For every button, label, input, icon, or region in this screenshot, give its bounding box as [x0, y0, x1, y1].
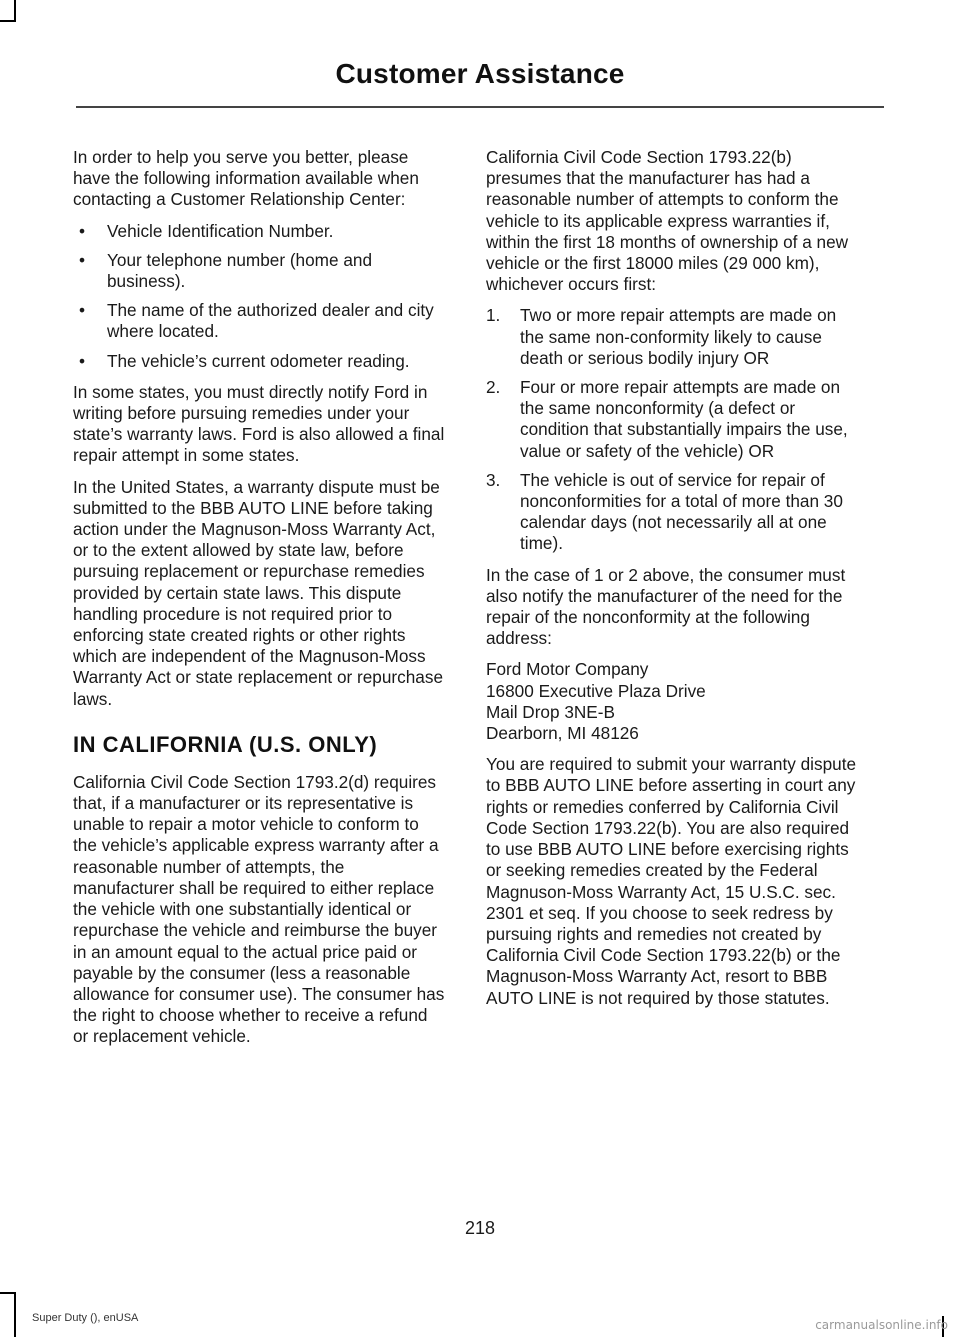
right-column [486, 147, 858, 1019]
crop-mark-bottom-left-v [14, 1292, 16, 1337]
crop-mark-top-left-h [0, 20, 16, 22]
intro-paragraph: In order to help you serve you better, please have the following information available when contacting a Customer Relationship Center: [73, 147, 419, 210]
bullet-marker: • [79, 220, 86, 241]
section-heading-california: IN CALIFORNIA (U.S. ONLY) [73, 731, 378, 757]
list-number: 1. [486, 305, 501, 326]
watermark: carmanualsonline.info [815, 1318, 948, 1332]
bullet-marker: • [79, 350, 86, 371]
list-number: 2. [486, 377, 501, 398]
list-item [73, 250, 445, 292]
address-line: Ford Motor Company [486, 659, 649, 680]
presumption-paragraph: California Civil Code Section 1793.22(b) presumes that the manufacturer has had a reasonable number of attempts to conform the vehicle to its applicable express warranties if, within the first 18 months of ownership of a new vehicle or the first 18000 miles (29 000 km), whichever occurs first: [486, 147, 849, 295]
list-item [486, 305, 858, 369]
address-line: Dearborn, MI 48126 [486, 723, 639, 744]
edition-label: Super Duty (), enUSA [32, 1312, 139, 1324]
california-code-paragraph: California Civil Code Section 1793.2(d) requires that, if a manufacturer or its representative is unable to repair a motor vehicle to conform to the vehicle’s applicable express warranty after a reasonable number of attempts, the manufacturer shall be required to either replace the vehicle with one substantially identical or repurchase the vehicle and reimburse the buyer in an amount equal to the actual price paid or payable by the consumer (less a reasonable allowance for consumer use). The consumer has the right to choose whether to receive a refund or replacement vehicle. [73, 771, 445, 1047]
list-item-text: Vehicle Identification Number. [107, 220, 334, 241]
state-notice-paragraph: In some states, you must directly notify Ford in writing before pursuing remedies under your state’s warranty laws. Ford is also allowed a final repair attempt in some states. [73, 381, 445, 466]
bullet-marker: • [79, 300, 86, 321]
info-bullet-list [73, 221, 445, 372]
address-line: Mail Drop 3NE-B [486, 701, 615, 722]
list-item [486, 470, 858, 555]
list-item [73, 221, 445, 242]
list-item [486, 377, 858, 462]
crop-mark-bottom-left-h [0, 1292, 16, 1294]
left-column [73, 147, 445, 1058]
list-item-text: Four or more repair attempts are made on the same nonconformity (a defect or condition that substantially impairs the use, value or safety of the vehicle) OR [520, 377, 848, 461]
notify-paragraph: In the case of 1 or 2 above, the consumer must also notify the manufacturer of the need for the repair of the nonconformity at the following address: [486, 564, 846, 649]
list-item-text: Your telephone number (home and business). [107, 249, 373, 292]
list-item-text: Two or more repair attempts are made on the same non-conformity likely to cause death or serious bodily injury OR [520, 305, 837, 368]
list-item-text: The name of the authorized dealer and city where located. [107, 300, 434, 342]
list-item-text: The vehicle’s current odometer reading. [107, 350, 410, 371]
address-line: 16800 Executive Plaza Drive [486, 680, 706, 701]
list-item [73, 300, 445, 342]
mailing-address [486, 659, 858, 744]
crop-mark-top-left-v [14, 0, 16, 22]
bullet-marker: • [79, 249, 86, 270]
bbb-requirement-paragraph: You are required to submit your warranty dispute to BBB AUTO LINE before asserting in court any rights or remedies conferred by California Civil Code Section 1793.22(b). You are also required to use BBB AUTO LINE before exercising rights or seeking remedies created by the Federal Magnuson-Moss Warranty Act, 15 U.S.C. sec. 2301 et seq. If you choose to seek redress by pursuing rights and remedies not created by California Civil Code Section 1793.22(b) or the Magnuson-Moss Warranty Act, resort to BBB AUTO LINE is not required by those statutes. [486, 754, 857, 1008]
list-item-text: The vehicle is out of service for repair of nonconformities for a total of more than 30 calendar days (not necessarily all at one time). [520, 469, 843, 554]
bbb-dispute-paragraph: In the United States, a warranty dispute must be submitted to the BBB AUTO LINE before taking action under the Magnuson-Moss Warranty Act, or to the extent allowed by state law, before pursuing replacement or repurchase remedies provided by certain state laws. This dispute handling procedure is not required prior to enforcing state created rights or other rights which are independent of the Magnuson-Moss Warranty Act or state replacement or repurchase laws. [73, 476, 444, 709]
title-divider [76, 106, 884, 108]
conditions-numbered-list [486, 305, 858, 554]
page-number: 218 [464, 1218, 496, 1238]
page-title: Customer Assistance [335, 58, 625, 89]
list-number: 3. [486, 469, 501, 490]
list-item [73, 351, 445, 372]
